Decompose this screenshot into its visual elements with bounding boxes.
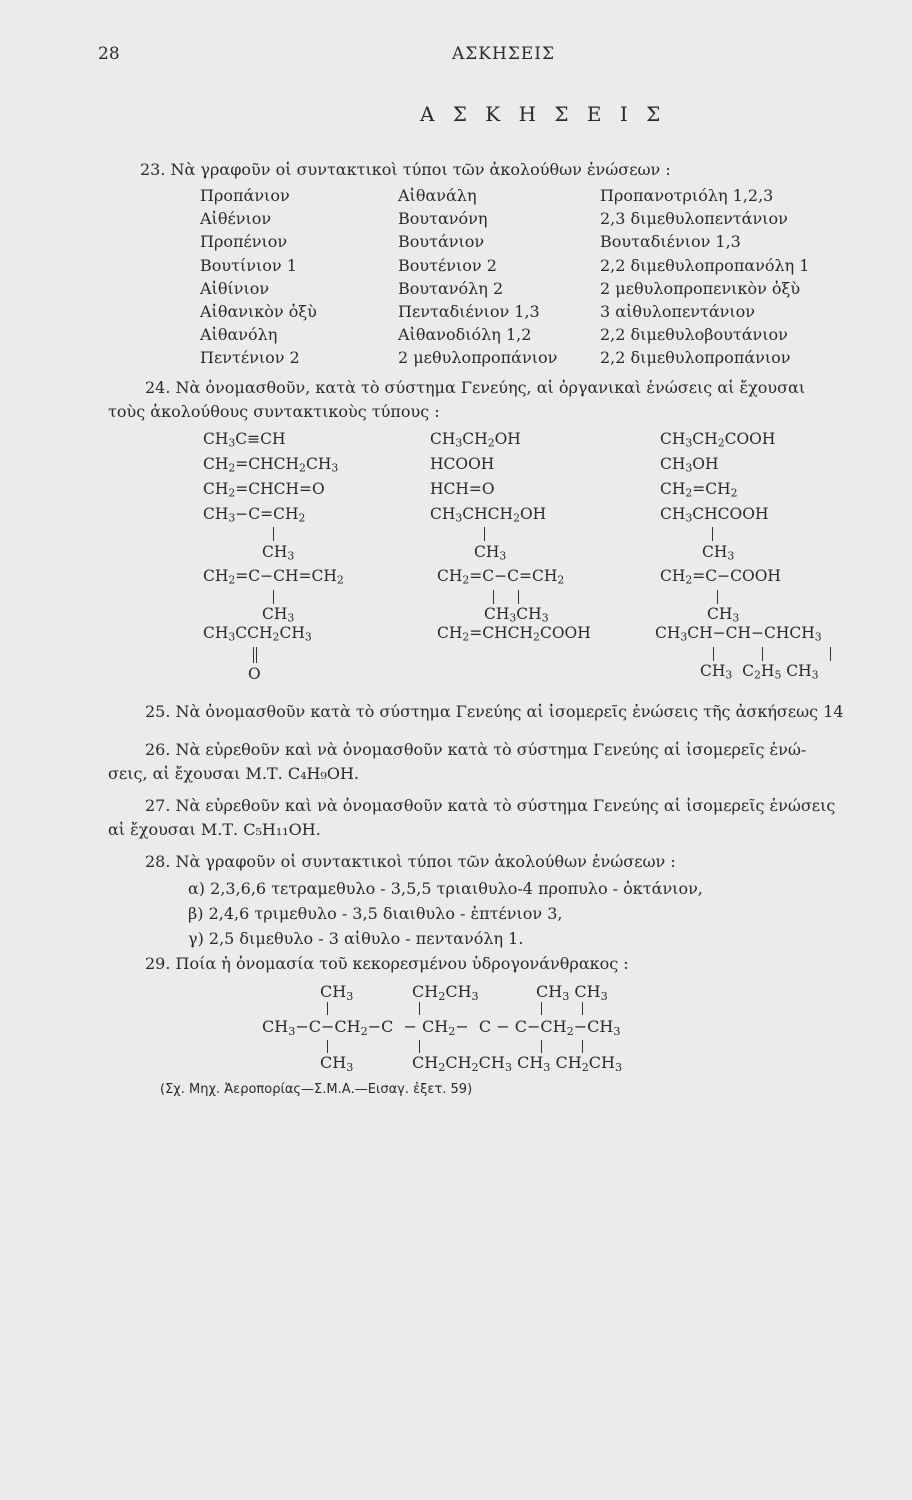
formula: HCOOH [430,455,495,473]
formula: $CH_3$ $CH_3$ [536,982,608,1003]
section-title: Α Σ Κ Η Σ Ε Ι Σ [420,102,667,126]
formula: $CH_3CH-CH-CHCH_3$ [655,624,822,644]
exercise-28-text: 28. Νὰ γραφοῦν οἱ συντακτικοὶ τύποι τῶν ἀκολούθων ἐνώσεων : [145,852,676,871]
formula: $CH_3OH$ [660,455,719,475]
exercise-28-items [188,876,703,951]
list-item: 2,2 διμεθυλοπροπάνιον [600,348,791,368]
list-item: Βουτανόλη 2 [398,278,504,298]
list-item: 3 αἰθυλοπεντάνιον [600,302,756,322]
formula: $CH_2=C-C=CH_2$ [437,567,565,587]
exercise-24-line1: 24. Νὰ ὀνομασθοῦν, κατὰ τὸ σύστημα Γενεύης, αἱ ὀργανικαὶ ἐνώσεις αἱ ἔχουσαι [145,378,806,397]
list-item: Βουτένιον 2 [398,255,497,275]
formula: $CH_3$ [320,982,354,1003]
formula: $CH_2CH_2CH_3$ $CH_3$ $CH_2CH_3$ [412,1053,623,1074]
exercise-23-col1 [200,184,317,370]
list-item: Αἰθανικὸν ὀξὺ [200,302,317,322]
list-item: Προπένιον [200,232,288,252]
formula: $CH_3$ [707,605,740,625]
list-item: Αἰθανόλη [200,325,278,345]
formula: $CH_3-C-CH_2-C - CH_2- C - C-CH_2-CH_3$ [262,1017,621,1038]
formula: $CH_3$ [320,1053,354,1074]
page-number: 28 [98,44,120,64]
exercise-26-line2: σεις, αἱ ἔχουσαι Μ.Τ. C₄H₉OH. [108,764,359,783]
formula: $CH_2=CHCH_2CH_3$ [203,455,339,475]
list-item: Προπανοτριόλη 1,2,3 [600,186,774,205]
formula: $CH_3$ [702,543,735,563]
list-item: 2,2 διμεθυλοπροπανόλη 1 [600,255,810,275]
exercise-23-text: 23. Νὰ γραφοῦν οἱ συντακτικοὶ τύποι τῶν ἀκολούθων ἐνώσεων : [140,160,671,179]
exercise-23-col3 [600,184,809,370]
list-item: β) 2,4,6 τριμεθυλο - 3,5 διαιθυλο - ἑπτένιον 3, [188,904,563,923]
exercise-27-line2: αἱ ἔχουσαι Μ.Τ. C₅H₁₁OH. [108,820,321,839]
formula: $CH_3CHCOOH$ [660,505,769,525]
list-item: Αἰθένιον [200,209,272,229]
formula: HCH=O [430,480,495,498]
list-item: Βουταδιένιον 1,3 [600,232,741,252]
exercise-23-col2 [398,184,557,370]
formula: $CH_3C\equiv CH$ [203,430,286,450]
formula: $CH_3$ [262,605,295,625]
list-item: Πενταδιένιον 1,3 [398,302,540,322]
exercise-27-line1: 27. Νὰ εὑρεθοῦν καὶ νὰ ὀνομασθοῦν κατὰ τὸ σύστημα Γενεύης αἱ ἰσομερεῖς ἐνώσεις [145,796,836,815]
formula: $CH_3CCH_2CH_3$ [203,624,312,644]
list-item: Πεντένιον 2 [200,348,300,368]
formula: $CH_2=CH_2$ [660,480,738,500]
formula: $CH_3$ $C_2H_5$ $CH_3$ [700,662,819,682]
source-note: (Σχ. Μηχ. Ἀεροπορίας—Σ.Μ.Α.—Εισαγ. ἐξετ. 59) [160,1082,473,1097]
list-item: Βουτάνιον [398,232,485,252]
list-item: Αἰθανάλη [398,186,477,205]
list-item: 2,3 διμεθυλοπεντάνιον [600,209,788,229]
list-item: Προπάνιον [200,186,290,205]
exercise-25-text: 25. Νὰ ὀνομασθοῦν κατὰ τὸ σύστημα Γενεύης αἱ ἰσομερεῖς ἐνώσεις τῆς ἀσκήσεως 14 [145,702,844,721]
list-item: Αἰθίνιον [200,278,270,298]
formula: $CH_3CH_3$ [484,605,549,625]
formula: $CH_3$ [262,543,295,563]
list-item: Βουτανόνη [398,209,488,229]
exercise-29-text: 29. Ποία ἡ ὀνομασία τοῦ κεκορεσμένου ὑδρογονάνθρακος : [145,954,629,973]
formula: $CH_3-C=CH_2$ [203,505,306,525]
formula: $CH_3CHCH_2OH$ [430,505,547,525]
list-item: α) 2,3,6,6 τετραμεθυλο - 3,5,5 τριαιθυλο-4 προπυλο - ὀκτάνιον, [188,879,703,898]
formula: $CH_2CH_3$ [412,982,479,1003]
formula: O [248,665,261,683]
exercise-24-line2: τοὺς ἀκολούθους συντακτικοὺς τύπους : [108,402,440,421]
formula: $CH_2=CHCH=O$ [203,480,325,500]
exercise-26-line1: 26. Νὰ εὑρεθοῦν καὶ νὰ ὀνομασθοῦν κατὰ τὸ σύστημα Γενεύης αἱ ἰσομερεῖς ἐνώ- [145,740,807,759]
list-item: 2 μεθυλοπροπάνιον [398,348,558,368]
list-item: Αἰθανοδιόλη 1,2 [398,325,532,345]
list-item: Βουτίνιον 1 [200,255,297,275]
formula: $CH_3$ [474,543,507,563]
formula: $CH_3CH_2COOH$ [660,430,776,450]
formula: $CH_2=C-COOH$ [660,567,781,587]
formula: $CH_3CH_2OH$ [430,430,521,450]
list-item: 2,2 διμεθυλοβουτάνιον [600,325,788,345]
running-head: ΑΣΚΗΣΕΙΣ [452,44,555,64]
formula: $CH_2=C-CH=CH_2$ [203,567,344,587]
formula: $CH_2=CHCH_2COOH$ [437,624,591,644]
list-item: 2 μεθυλοπροπενικὸν ὀξὺ [600,278,801,298]
list-item: γ) 2,5 διμεθυλο - 3 αἰθυλο - πεντανόλη 1. [188,929,524,948]
